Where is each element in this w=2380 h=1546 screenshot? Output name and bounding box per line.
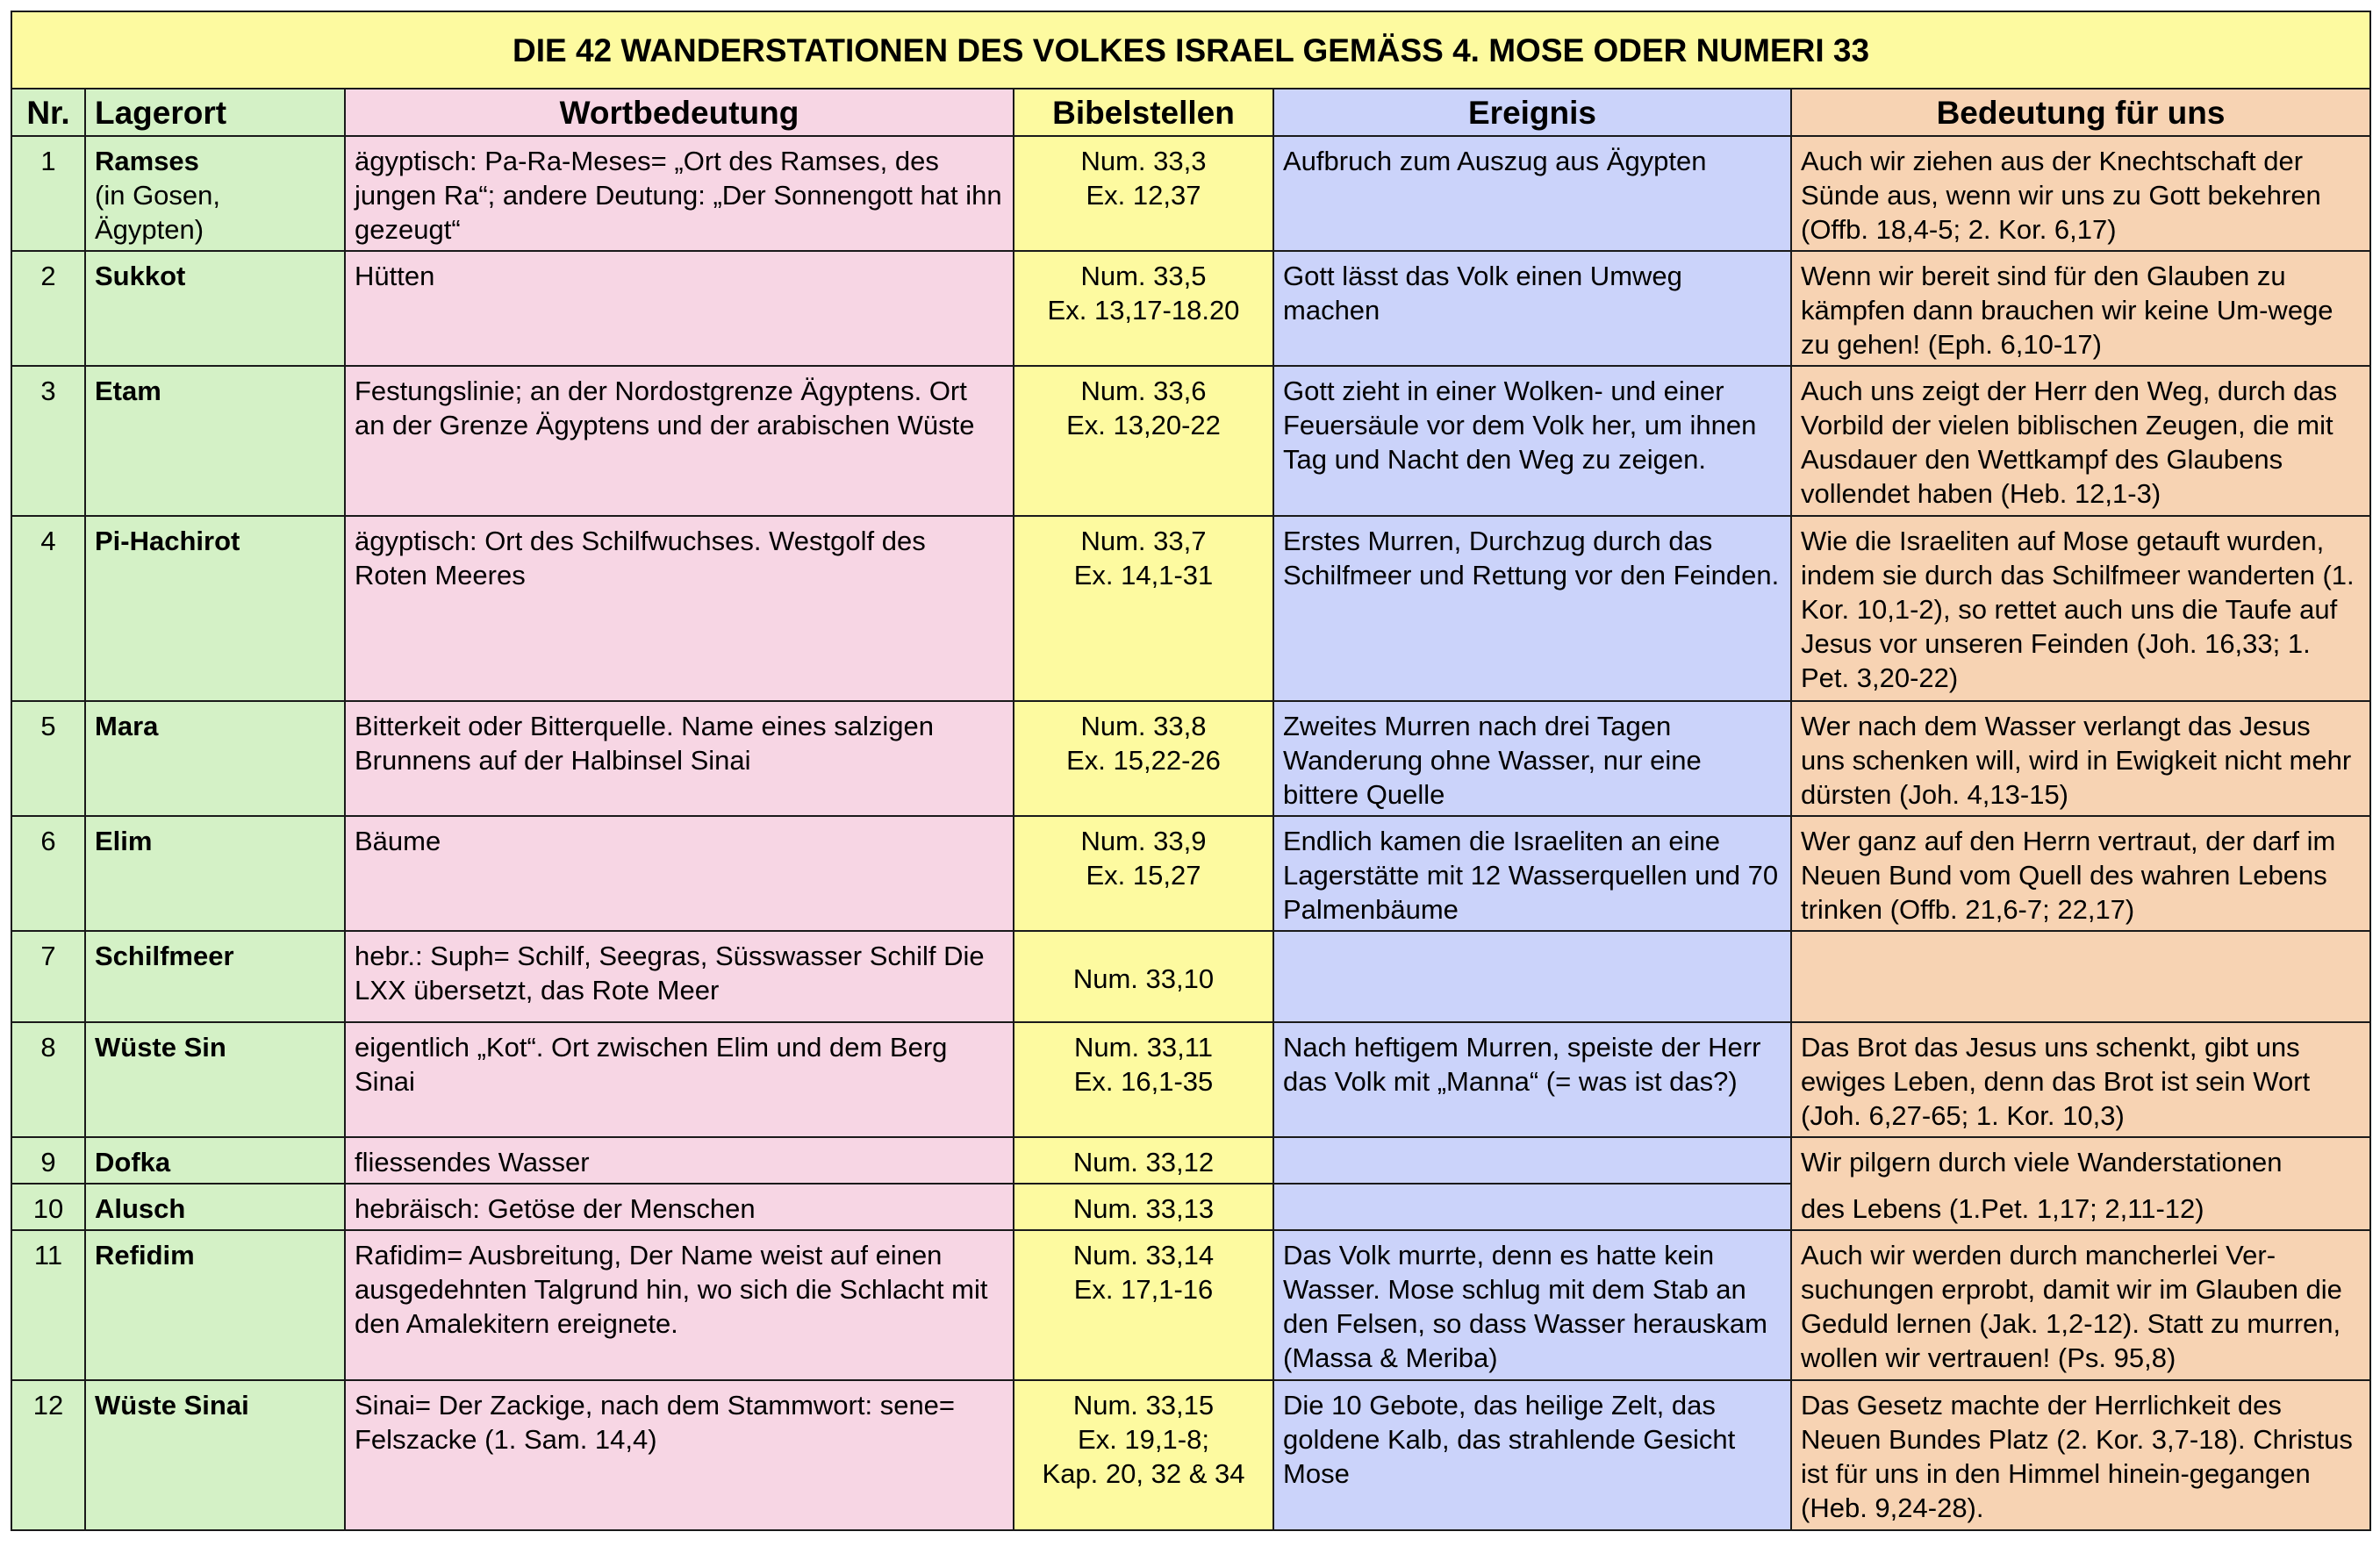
row-number: 7 bbox=[11, 931, 85, 1022]
bible-ref: Kap. 20, 32 & 34 bbox=[1042, 1458, 1245, 1489]
station-name: Mara bbox=[85, 701, 345, 816]
bible-ref: Ex. 15,22-26 bbox=[1066, 745, 1221, 776]
bible-ref: Num. 33,14 bbox=[1072, 1240, 1215, 1270]
bible-ref: Ex. 16,1-35 bbox=[1073, 1066, 1214, 1097]
event: Erstes Murren, Durchzug durch das Schilfmeer und Rettung vor den Feinden. bbox=[1273, 516, 1791, 701]
table-row bbox=[11, 251, 2370, 366]
event: Endlich kamen die Israeliten an eine Lagerstätte mit 12 Wasserquellen und 70 Palmenbäume bbox=[1273, 816, 1791, 931]
bible-references bbox=[1014, 1230, 1273, 1380]
bible-ref: Num. 33,9 bbox=[1080, 826, 1207, 856]
word-meaning: ägyptisch: Ort des Schilfwuchses. Westgolf des Roten Meeres bbox=[345, 516, 1014, 701]
meaning-line: des Lebens (1.Pet. 1,17; 2,11-12) bbox=[1801, 1193, 2204, 1224]
station-cell bbox=[85, 136, 345, 251]
bible-ref: Ex. 12,37 bbox=[1086, 180, 1201, 211]
bible-references bbox=[1014, 1137, 1273, 1184]
word-meaning: fliessendes Wasser bbox=[345, 1137, 1014, 1184]
bible-ref: Num. 33,12 bbox=[1072, 1147, 1215, 1177]
row-number: 12 bbox=[11, 1380, 85, 1530]
table-row bbox=[11, 1022, 2370, 1137]
row-number: 10 bbox=[11, 1184, 85, 1230]
station-name: Wüste Sin bbox=[85, 1022, 345, 1137]
table-row bbox=[11, 931, 2370, 1022]
header-row bbox=[11, 89, 2370, 136]
table-row bbox=[11, 516, 2370, 701]
header-bibelstellen: Bibelstellen bbox=[1014, 89, 1273, 136]
event: Die 10 Gebote, das heilige Zelt, das goldene Kalb, das strahlende Gesicht Mose bbox=[1273, 1380, 1791, 1530]
meaning-for-us: Wer nach dem Wasser verlangt das Jesus uns schenken will, wird in Ewigkeit nicht mehr dürsten (Joh. 4,13-15) bbox=[1791, 701, 2370, 816]
event bbox=[1273, 1137, 1791, 1184]
meaning-for-us: Auch wir ziehen aus der Knechtschaft der Sünde aus, wenn wir uns zu Gott bekehren (Offb. 18,4-5; 2. Kor. 6,17) bbox=[1791, 136, 2370, 251]
meaning-line: Wir pilgern durch viele Wanderstationen bbox=[1801, 1147, 2283, 1177]
meaning-for-us bbox=[1791, 1137, 2370, 1230]
header-lagerort: Lagerort bbox=[85, 89, 345, 136]
bible-ref: Ex. 13,20-22 bbox=[1066, 410, 1221, 440]
event: Gott lässt das Volk einen Umweg machen bbox=[1273, 251, 1791, 366]
row-number: 8 bbox=[11, 1022, 85, 1137]
event: Nach heftigem Murren, speiste der Herr das Volk mit „Manna“ (= was ist das?) bbox=[1273, 1022, 1791, 1137]
table-title: DIE 42 WANDERSTATIONEN DES VOLKES ISRAEL GEMÄSS 4. MOSE ODER NUMERI 33 bbox=[11, 11, 2370, 89]
bible-references bbox=[1014, 1380, 1273, 1530]
table-row bbox=[11, 1137, 2370, 1184]
table-row bbox=[11, 366, 2370, 516]
table-row bbox=[11, 1380, 2370, 1530]
meaning-for-us: Auch uns zeigt der Herr den Weg, durch das Vorbild der vielen biblischen Zeugen, die mit Ausdauer den Wettkampf des Glaubens vollendet haben (Heb. 12,1-3) bbox=[1791, 366, 2370, 516]
row-number: 2 bbox=[11, 251, 85, 366]
bible-ref: Num. 33,7 bbox=[1080, 526, 1207, 556]
bible-references bbox=[1014, 516, 1273, 701]
bible-references bbox=[1014, 136, 1273, 251]
word-meaning: ägyptisch: Pa-Ra-Meses= „Ort des Ramses, des jungen Ra“; andere Deutung: „Der Sonnengott hat ihn gezeugt“ bbox=[345, 136, 1014, 251]
bible-ref: Num. 33,5 bbox=[1080, 261, 1207, 291]
row-number: 5 bbox=[11, 701, 85, 816]
word-meaning: Festungslinie; an der Nordostgrenze Ägyptens. Ort an der Grenze Ägyptens und der arabischen Wüste bbox=[345, 366, 1014, 516]
station-name: Pi-Hachirot bbox=[85, 516, 345, 701]
station-name: Wüste Sinai bbox=[85, 1380, 345, 1530]
row-number: 4 bbox=[11, 516, 85, 701]
bible-ref: Num. 33,11 bbox=[1074, 1032, 1213, 1063]
bible-ref: Num. 33,3 bbox=[1080, 146, 1207, 176]
bible-ref: Num. 33,6 bbox=[1080, 376, 1207, 406]
word-meaning: eigentlich „Kot“. Ort zwischen Elim und dem Berg Sinai bbox=[345, 1022, 1014, 1137]
event: Gott zieht in einer Wolken- und einer Feuersäule vor dem Volk her, um ihnen Tag und Nacht den Weg zu zeigen. bbox=[1273, 366, 1791, 516]
event bbox=[1273, 1184, 1791, 1230]
bible-ref: Num. 33,8 bbox=[1080, 711, 1207, 741]
meaning-for-us: Wie die Israeliten auf Mose getauft wurden, indem sie durch das Schilfmeer wanderten (1. Kor. 10,1-2), so rettet auch uns die Taufe auf Jesus vor unseren Feinden (Joh. 16,33; 1. Pet. 3,20-22) bbox=[1791, 516, 2370, 701]
bible-ref: Ex. 19,1-8; bbox=[1078, 1424, 1209, 1455]
station-location-note: (in Gosen, Ägypten) bbox=[95, 180, 221, 245]
word-meaning: Rafidim= Ausbreitung, Der Name weist auf einen ausgedehnten Talgrund hin, wo sich die Schlacht mit den Amalekitern ereignete. bbox=[345, 1230, 1014, 1380]
word-meaning: hebr.: Suph= Schilf, Seegras, Süsswasser Schilf Die LXX übersetzt, das Rote Meer bbox=[345, 931, 1014, 1022]
header-bedeutung: Bedeutung für uns bbox=[1791, 89, 2370, 136]
stations-table-container bbox=[11, 11, 2369, 1531]
meaning-for-us bbox=[1791, 931, 2370, 1022]
meaning-for-us: Auch wir werden durch mancherlei Ver-suchungen erprobt, damit wir im Glauben die Geduld lernen (Jak. 1,2-12). Statt zu murren, wollen wir vertrauen! (Ps. 95,8) bbox=[1791, 1230, 2370, 1380]
bible-ref: Ex. 13,17-18.20 bbox=[1047, 295, 1240, 326]
row-number: 9 bbox=[11, 1137, 85, 1184]
word-meaning: Sinai= Der Zackige, nach dem Stammwort: sene= Felszacke (1. Sam. 14,4) bbox=[345, 1380, 1014, 1530]
table-row bbox=[11, 701, 2370, 816]
table-row bbox=[11, 136, 2370, 251]
word-meaning: Bitterkeit oder Bitterquelle. Name eines salzigen Brunnens auf der Halbinsel Sinai bbox=[345, 701, 1014, 816]
bible-ref: Num. 33,10 bbox=[1072, 963, 1215, 994]
station-name: Elim bbox=[85, 816, 345, 931]
bible-references bbox=[1014, 931, 1273, 1022]
word-meaning: Bäume bbox=[345, 816, 1014, 931]
bible-references bbox=[1014, 1022, 1273, 1137]
bible-references bbox=[1014, 366, 1273, 516]
header-wortbedeutung: Wortbedeutung bbox=[345, 89, 1014, 136]
bible-ref: Ex. 17,1-16 bbox=[1073, 1274, 1214, 1305]
station-name: Sukkot bbox=[85, 251, 345, 366]
table-row bbox=[11, 1230, 2370, 1380]
station-name: Refidim bbox=[85, 1230, 345, 1380]
row-number: 6 bbox=[11, 816, 85, 931]
station-name: Schilfmeer bbox=[85, 931, 345, 1022]
meaning-for-us: Wenn wir bereit sind für den Glauben zu kämpfen dann brauchen wir keine Um-wege zu gehen! (Eph. 6,10-17) bbox=[1791, 251, 2370, 366]
row-number: 11 bbox=[11, 1230, 85, 1380]
meaning-for-us: Das Gesetz machte der Herrlichkeit des Neuen Bundes Platz (2. Kor. 3,7-18). Christus ist für uns in den Himmel hinein-gegangen (Heb. 9,24-28). bbox=[1791, 1380, 2370, 1530]
bible-references bbox=[1014, 251, 1273, 366]
bible-ref: Ex. 14,1-31 bbox=[1073, 560, 1214, 590]
word-meaning: hebräisch: Getöse der Menschen bbox=[345, 1184, 1014, 1230]
station-name: Alusch bbox=[85, 1184, 345, 1230]
event: Zweites Murren nach drei Tagen Wanderung ohne Wasser, nur eine bittere Quelle bbox=[1273, 701, 1791, 816]
row-number: 1 bbox=[11, 136, 85, 251]
stations-table bbox=[11, 11, 2371, 1531]
bible-ref: Ex. 15,27 bbox=[1086, 860, 1201, 891]
bible-references bbox=[1014, 701, 1273, 816]
word-meaning: Hütten bbox=[345, 251, 1014, 366]
event: Das Volk murrte, denn es hatte kein Wasser. Mose schlug mit dem Stab an den Felsen, so dass Wasser herauskam (Massa & Meriba) bbox=[1273, 1230, 1791, 1380]
event bbox=[1273, 931, 1791, 1022]
station-name: Etam bbox=[85, 366, 345, 516]
meaning-for-us: Das Brot das Jesus uns schenkt, gibt uns ewiges Leben, denn das Brot ist sein Wort (Joh. 6,27-65; 1. Kor. 10,3) bbox=[1791, 1022, 2370, 1137]
bible-references bbox=[1014, 1184, 1273, 1230]
header-nr: Nr. bbox=[11, 89, 85, 136]
table-row bbox=[11, 816, 2370, 931]
bible-ref: Num. 33,13 bbox=[1072, 1193, 1215, 1224]
station-name: Dofka bbox=[85, 1137, 345, 1184]
station-name: Ramses bbox=[95, 146, 199, 176]
bible-ref: Num. 33,15 bbox=[1072, 1390, 1215, 1421]
bible-references bbox=[1014, 816, 1273, 931]
event: Aufbruch zum Auszug aus Ägypten bbox=[1273, 136, 1791, 251]
meaning-for-us: Wer ganz auf den Herrn vertraut, der darf im Neuen Bund vom Quell des wahren Lebens trinken (Offb. 21,6-7; 22,17) bbox=[1791, 816, 2370, 931]
header-ereignis: Ereignis bbox=[1273, 89, 1791, 136]
row-number: 3 bbox=[11, 366, 85, 516]
